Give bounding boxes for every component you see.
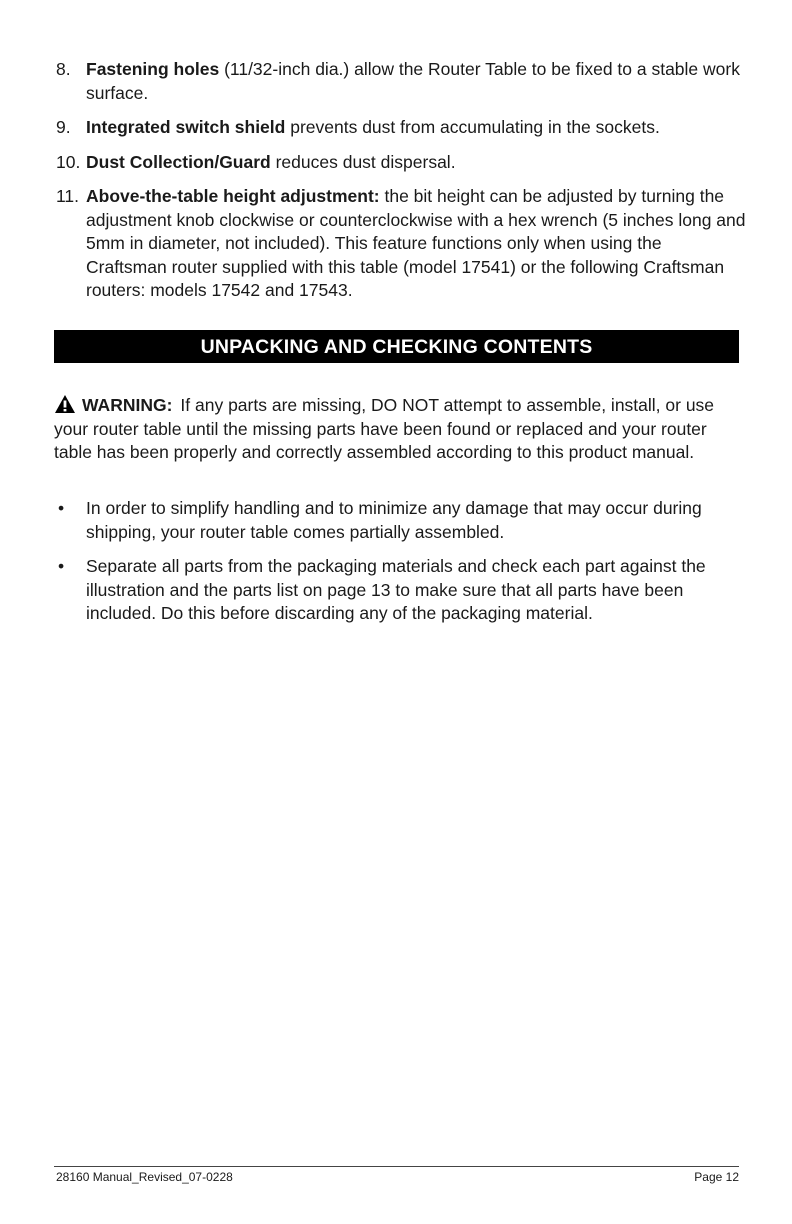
warning-paragraph (54, 394, 744, 465)
instruction-text: In order to simplify handling and to minimize any damage that may occur during shipping, your router table comes partially assembled. (86, 498, 702, 542)
bullet-icon: • (58, 498, 65, 518)
warning-label: WARNING: (82, 395, 173, 415)
feature-item (56, 151, 746, 175)
section-heading: UNPACKING AND CHECKING CONTENTS (54, 330, 739, 363)
footer-divider (54, 1166, 739, 1167)
feature-text: prevents dust from accumulating in the sockets. (285, 117, 660, 137)
instruction-text: Separate all parts from the packaging materials and check each part against the illustration and the parts list on page 13 to make sure that all parts have been included. Do this before discarding any of the packaging material. (86, 556, 706, 623)
feature-term: Above-the-table height adjustment: (86, 186, 380, 206)
item-number: 9. (56, 117, 71, 137)
feature-text: the bit height can be adjusted by turning the adjustment knob clockwise or counterclockwise with a hex wrench (5 inches long and 5mm in diameter, not included). This feature functions only when using the Craftsman router supplied with this table (model 17541) or the following Craftsman routers: models 17542 and 17543. (86, 186, 746, 300)
feature-list (56, 58, 746, 314)
feature-item (56, 58, 746, 105)
feature-term: Dust Collection/Guard (86, 151, 271, 172)
instruction-item (56, 555, 746, 626)
item-number: 8. (56, 59, 71, 79)
item-number: 11. (56, 186, 80, 206)
feature-text: reduces dust dispersal. (270, 151, 456, 172)
warning-text: If any parts are missing, DO NOT attempt to assemble, install, or use your router table until the missing parts have been found or replaced and your router table has been properly and correctly assembled according to this product manual. (54, 395, 715, 462)
instruction-item (56, 497, 746, 544)
feature-term: Integrated switch shield (86, 117, 286, 137)
item-number: 10. (56, 151, 81, 172)
instruction-list (56, 497, 746, 637)
footer-page-number: Page 12 (694, 1170, 739, 1184)
feature-item (56, 116, 746, 140)
bullet-icon: • (58, 556, 65, 576)
feature-term: Fastening holes (86, 59, 220, 79)
warning-triangle-icon (54, 394, 76, 414)
feature-item (56, 185, 746, 303)
footer-document-id: 28160 Manual_Revised_07-0228 (56, 1170, 233, 1184)
feature-text: (11/32-inch dia.) allow the Router Table to be fixed to a stable work surface. (86, 59, 740, 103)
